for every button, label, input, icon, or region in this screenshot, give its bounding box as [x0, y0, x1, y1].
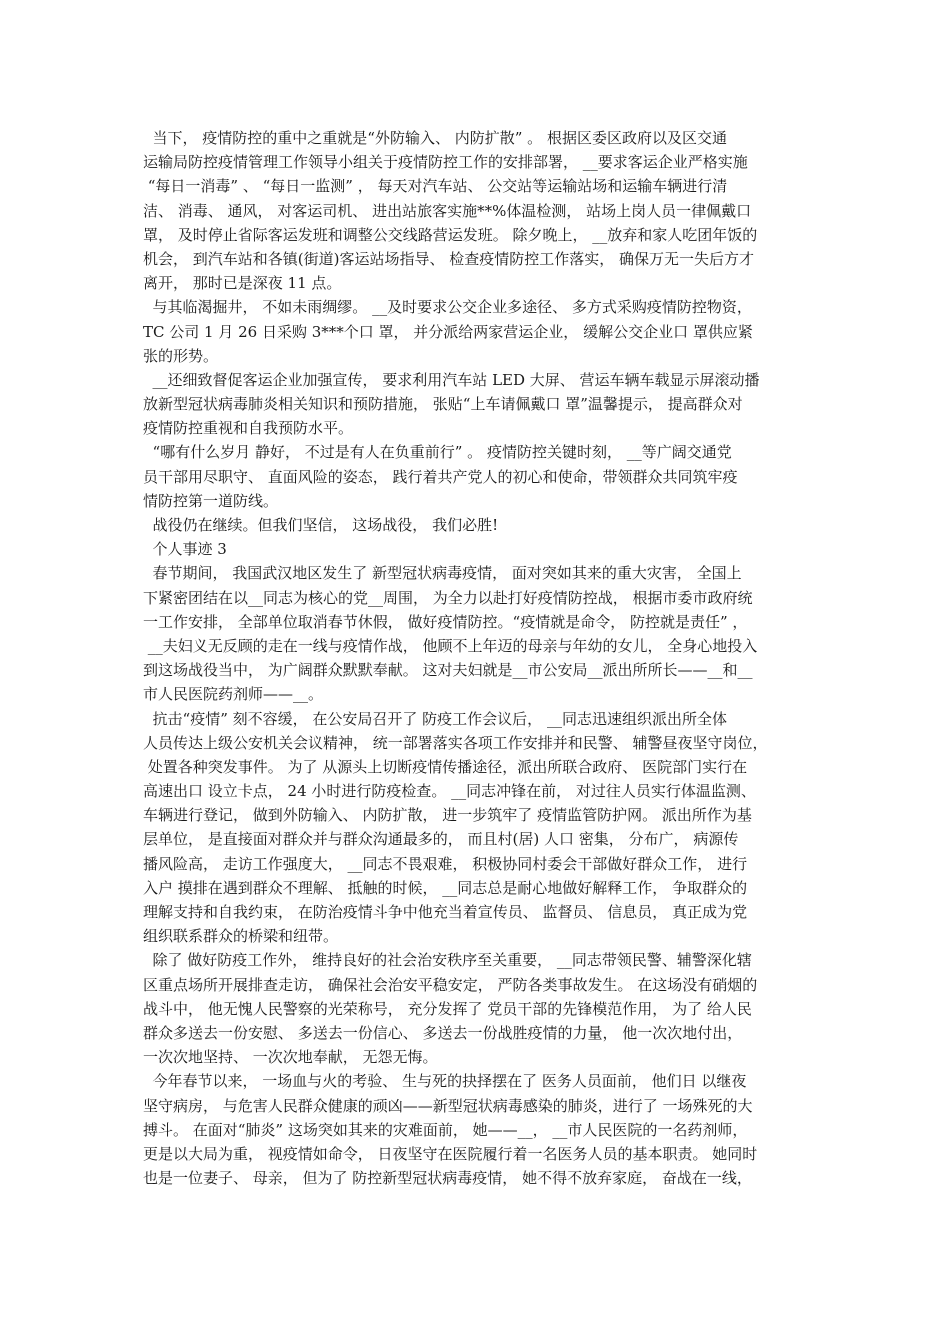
text-line: 今年春节以来， 一场血与火的考验、 生与死的抉择摆在了 医务人员面前， 他们日 以继夜 [143, 1072, 747, 1091]
text-line: 情防控第一道防线。 [143, 491, 279, 510]
text-line: 春节期间， 我国武汉地区发生了 新型冠状病毒疫情， 面对突如其来的重大灾害， 全国上 [143, 564, 742, 583]
text-line: 洁、 消毒、 通风， 对客运司机、 进出站旅客实施**%体温检测， 站场上岗人员一律佩戴口 [143, 201, 752, 220]
text-line: 战役仍在继续。但我们坚信， 这场战役， 我们必胜! [143, 516, 499, 534]
text-line: 抗击“疫情” 刻不容缓， 在公安局召开了 防疫工作会议后， __同志迅速组织派出所全体 [143, 709, 727, 728]
text-line: 人员传达上级公安机关会议精神， 统一部署落实各项工作安排并和民警、 辅警昼夜坚守岗位， [143, 733, 768, 752]
paragraph [143, 440, 808, 513]
text-line: 与其临渴掘井， 不如未雨绸缪。 __及时要求公交企业多途径、 多方式采购疫情防控物资， [143, 298, 752, 317]
text-line: 一工作安排， 全部单位取消春节休假， 做好疫情防控。“疫情就是命令， 防控就是责任” ， [143, 612, 748, 631]
text-line: __夫妇义无反顾的走在一线与疫情作战， 他顾不上年迈的母亲与年幼的女儿， 全身心地投入 [143, 636, 758, 655]
paragraph [143, 295, 808, 368]
text-line: 理解支持和自我约束， 在防治疫情斗争中他充当着宣传员、 监督员、 信息员， 真正成为党 [143, 903, 748, 921]
paragraph [143, 368, 808, 441]
text-line: 疫情防控重视和自我预防水平。 [143, 419, 354, 438]
text-line: TC 公司 1 月 26 日采购 3***个口 罩， 并分派给两家营运企业， 缓解公交企业口 罩供应紧 [143, 322, 753, 341]
text-line: 市人民医院药剂师——__。 [143, 685, 324, 704]
text-line: 罩， 及时停止省际客运发班和调整公交线路营运发班。 除夕晚上， __放弃和家人吃团年饭的 [143, 225, 758, 244]
text-line: 机会， 到汽车站和各镇(街道)客运站场指导、 检查疫情防控工作落实， 确保万无一失后方才 [143, 249, 755, 268]
text-line: 个人事迹 3 [143, 540, 227, 559]
text-line: 离开， 那时已是深夜 11 点。 [143, 274, 342, 293]
paragraph [143, 537, 808, 561]
text-line: 张的形势。 [143, 346, 219, 365]
text-line: 入户 摸排在遇到群众不理解、 抵触的时候， __同志总是耐心地做好解释工作， 争取群众的 [143, 878, 748, 897]
text-line: 处置各种突发事件。 为了 从源头上切断疫情传播途径，派出所联合政府、 医院部门实行在 [143, 757, 748, 776]
text-line: 除了 做好防疫工作外， 维持良好的社会治安秩序至关重要， __同志带领民警、辅警深化辖 [143, 951, 752, 970]
text-line: 战斗中， 他无愧人民警察的光荣称号， 充分发挥了 党员干部的先锋模范作用， 为了 给人民 [143, 999, 752, 1018]
text-line: 放新型冠状病毒肺炎相关知识和预防措施， 张贴“上车请佩戴口 罩”温馨提示， 提高群众对 [143, 395, 743, 414]
text-line: 员干部用尽职守、 直面风险的姿态， 践行着共产党人的初心和使命，带领群众共同筑牢疫 [143, 467, 738, 486]
text-line: 播风险高， 走访工作强度大， __同志不畏艰难， 积极协同村委会干部做好群众工作， 进行 [143, 854, 748, 873]
text-line: “每日一消毒” 、 “每日一监测” ， 每天对汽车站、 公交站等运输站场和运输车辆进行清 [143, 177, 728, 196]
text-line: 到这场战役当中， 为广阔群众默默奉献。 这对夫妇就是__市公安局__派出所所长——__和__ [143, 661, 753, 680]
text-line: 层单位， 是直接面对群众并与群众沟通最多的， 而且村(居) 人口 密集， 分布广， 病源传 [143, 830, 739, 849]
paragraph [143, 707, 808, 949]
text-line: 车辆进行登记， 做到外防输入、 内防扩散， 进一步筑牢了 疫情监管防护网。 派出所作为基 [143, 806, 752, 825]
paragraph [143, 513, 808, 537]
text-line: “哪有什么岁月 静好， 不过是有人在负重前行” 。 疫情防控关键时刻， __等广阔交通党 [143, 443, 732, 462]
text-line: 搏斗。 在面对“肺炎” 这场突如其来的灾难面前， 她——__， __市人民医院的一名药剂师， [143, 1120, 748, 1139]
text-line: 区重点场所开展排查走访， 确保社会治安平稳安定， 严防各类事故发生。 在这场没有硝烟的 [143, 975, 758, 994]
text-line: 坚守病房， 与危害人民群众健康的顽凶——新型冠状病毒感染的肺炎，进行了 一场殊死的大 [143, 1096, 753, 1115]
text-line: 一次次地坚持、 一次次地奉献， 无怨无悔。 [143, 1048, 438, 1067]
text-line: 高速出口 设立卡点， 24 小时进行防疫检查。 __同志冲锋在前， 对过往人员实行体温监测、 [143, 782, 756, 801]
paragraph [143, 561, 808, 706]
text-line: 也是一位妻子、 母亲， 但为了 防控新型冠状病毒疫情， 她不得不放弃家庭， 奋战在一线， [143, 1169, 752, 1188]
text-line: 更是以大局为重， 视疫情如命令， 日夜坚守在医院履行着一名医务人员的基本职责。 她同时 [143, 1144, 758, 1163]
text-line: __还细致督促客运企业加强宣传， 要求利用汽车站 LED 大屏、 营运车辆车载显示屏滚动播 [143, 370, 760, 389]
paragraph [143, 1069, 808, 1190]
paragraph [143, 948, 808, 1069]
paragraph [143, 126, 808, 295]
text-line: 下紧密团结在以__同志为核心的党__周围， 为全力以赴打好疫情防控战， 根据市委市政府统 [143, 588, 753, 607]
text-line: 组织联系群众的桥梁和纽带。 [143, 927, 339, 946]
document-page [143, 126, 808, 1190]
text-line: 群众多送去一份安慰、 多送去一份信心、 多送去一份战胜疫情的力量， 他一次次地付出， [143, 1023, 743, 1042]
text-line: 运输局防控疫情管理工作领导小组关于疫情防控工作的安排部署， __要求客运企业严格实施 [143, 153, 748, 172]
text-line: 当下， 疫情防控的重中之重就是“外防输入、 内防扩散” 。 根据区委区政府以及区交通 [143, 129, 727, 147]
